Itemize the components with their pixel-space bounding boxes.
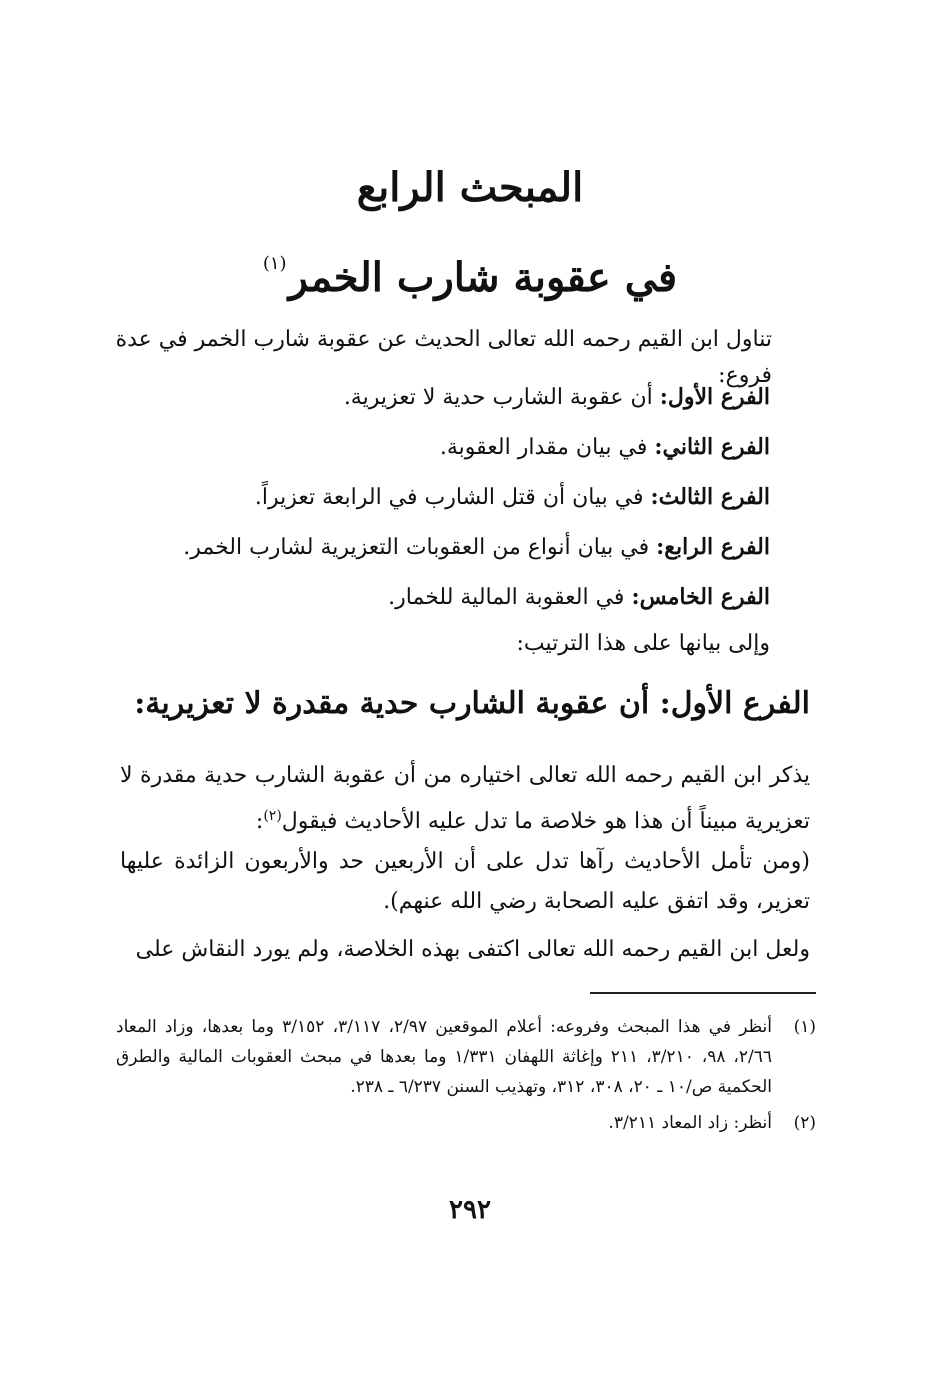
branch-text: في بيان أنواع من العقوبات التعزيرية لشارب الخمر. — [183, 535, 650, 560]
footnote-2 — [116, 1108, 816, 1138]
page-number: ٢٩٢ — [449, 1195, 491, 1225]
branch-item-1 — [150, 376, 770, 426]
branch-text: في بيان أن قتل الشارب في الرابعة تعزيراً. — [254, 485, 644, 510]
branch-label: الفرع الرابع: — [656, 534, 770, 560]
branch-text: في بيان مقدار العقوبة. — [439, 435, 648, 460]
footnote-number: (٢) — [793, 1113, 816, 1133]
branch-text: في العقوبة المالية للخمار. — [388, 585, 625, 610]
footnote-1 — [116, 1012, 816, 1102]
footnote-divider — [590, 992, 816, 994]
branch-item-2 — [150, 426, 770, 476]
paragraph-end: : — [255, 809, 264, 834]
chapter-title: المبحث الرابع — [356, 164, 584, 211]
footnotes-section — [116, 1012, 816, 1144]
branch-item-5 — [150, 576, 770, 626]
body-paragraph-2: (ومن تأمل الأحاديث رآها تدل على أن الأربعين حد والأربعون الزائدة عليها تعزير، وقد اتفق عليه الصحابة رضي الله عنهم). — [120, 849, 810, 914]
footnote-ref-1: (١) — [262, 253, 287, 274]
footnote-text: أنظر في هذا المبحث وفروعه: أعلام الموقعين ٢/٩٧، ٣/١١٧، ٣/١٥٢ وما بعدها، وزاد المعاد ٢/٦٦، ٩٨، ٣/٢١٠، ٢١١ وإغاثة اللهفان ١/٣٣١ وما بعدها في مبحث العقوبات المالية والطرق الحكمية ص/١٠ ـ ٢٠، ٣٠٨، ٣١٢، وتهذيب السنن ٦/٢٣٧ ـ ٢٣٨. — [116, 1017, 773, 1097]
chapter-subtitle-text: في عقوبة شارب الخمر — [288, 254, 678, 301]
branch-label: الفرع الثالث: — [650, 484, 770, 510]
body-paragraph-1 — [120, 756, 810, 842]
paragraph-text: يذكر ابن القيم رحمه الله تعالى اختياره من أن عقوبة الشارب حدية مقدرة لا تعزيرية مبيناً أن هذا هو خلاصة ما تدل عليه الأحاديث فيقول — [120, 763, 810, 834]
order-note: وإلى بيانها على هذا الترتيب: — [516, 631, 770, 656]
chapter-subtitle — [0, 236, 940, 306]
intro-paragraph: تناول ابن القيم رحمه الله تعالى الحديث عن عقوبة شارب الخمر في عدة فروع: — [115, 327, 772, 388]
footnote-ref-2: (٢) — [263, 808, 282, 824]
footnote-text: أنظر: زاد المعاد ٣/٢١١. — [608, 1113, 772, 1133]
section-heading: الفرع الأول: أن عقوبة الشارب حدية مقدرة لا تعزيرية: — [134, 686, 810, 721]
footnote-number: (١) — [793, 1017, 816, 1037]
body-paragraph-3: ولعل ابن القيم رحمه الله تعالى اكتفى بهذه الخلاصة، ولم يورد النقاش على — [135, 937, 810, 962]
branch-item-4 — [150, 526, 770, 576]
branch-text: أن عقوبة الشارب حدية لا تعزيرية. — [343, 385, 653, 410]
branches-list — [150, 376, 770, 626]
branch-label: الفرع الأول: — [659, 384, 770, 410]
branch-label: الفرع الثاني: — [654, 434, 770, 460]
branch-item-3 — [150, 476, 770, 526]
branch-label: الفرع الخامس: — [631, 584, 770, 610]
